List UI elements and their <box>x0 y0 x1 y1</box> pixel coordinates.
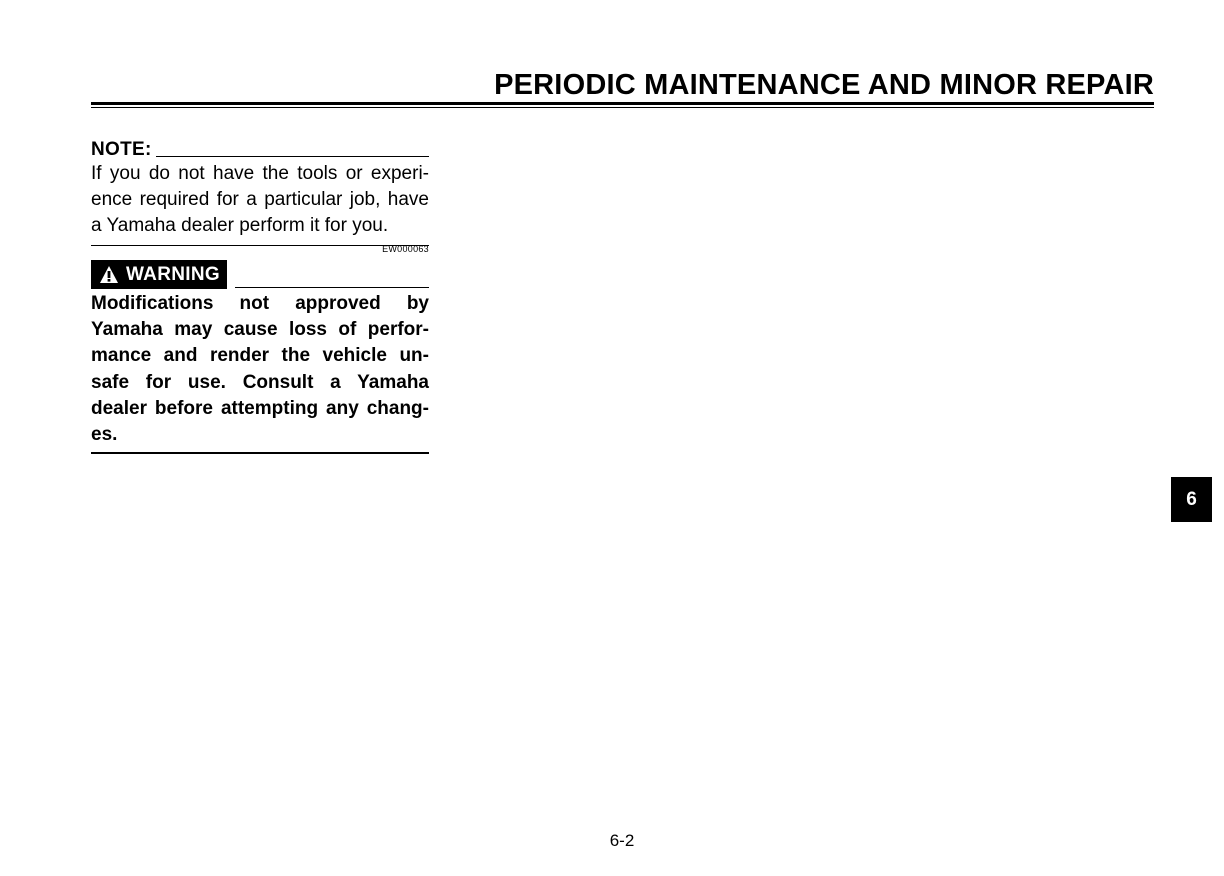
note-text: If you do not have the tools or experi-ence required for a particular job, have a Yamaha dealer perform it for you. <box>91 163 429 236</box>
warning-header <box>91 259 429 289</box>
warning-badge <box>91 260 227 289</box>
warning-bottom-rule <box>91 452 429 454</box>
warning-header-rule <box>235 287 429 288</box>
page-number: 6-2 <box>609 831 635 850</box>
note-label: NOTE: <box>91 139 152 160</box>
page-title: PERIODIC MAINTENANCE AND MINOR REPAIR <box>494 69 1154 101</box>
warning-triangle-icon <box>99 265 119 284</box>
warning-code: EW000063 <box>382 244 429 254</box>
note-header-rule <box>156 156 429 157</box>
note-block <box>91 140 429 246</box>
header-rule-thick <box>91 102 1154 105</box>
chapter-tab: 6 <box>1171 477 1212 522</box>
header-rule-thin <box>91 107 1154 108</box>
warning-text: Modifications not approved by Yamaha may cause loss of perfor-mance and render the vehicle un-safe for use. Consult a Yamaha dealer before attempting any chang-es. <box>91 293 429 446</box>
warning-label: WARNING <box>126 263 220 285</box>
note-header <box>91 140 429 159</box>
